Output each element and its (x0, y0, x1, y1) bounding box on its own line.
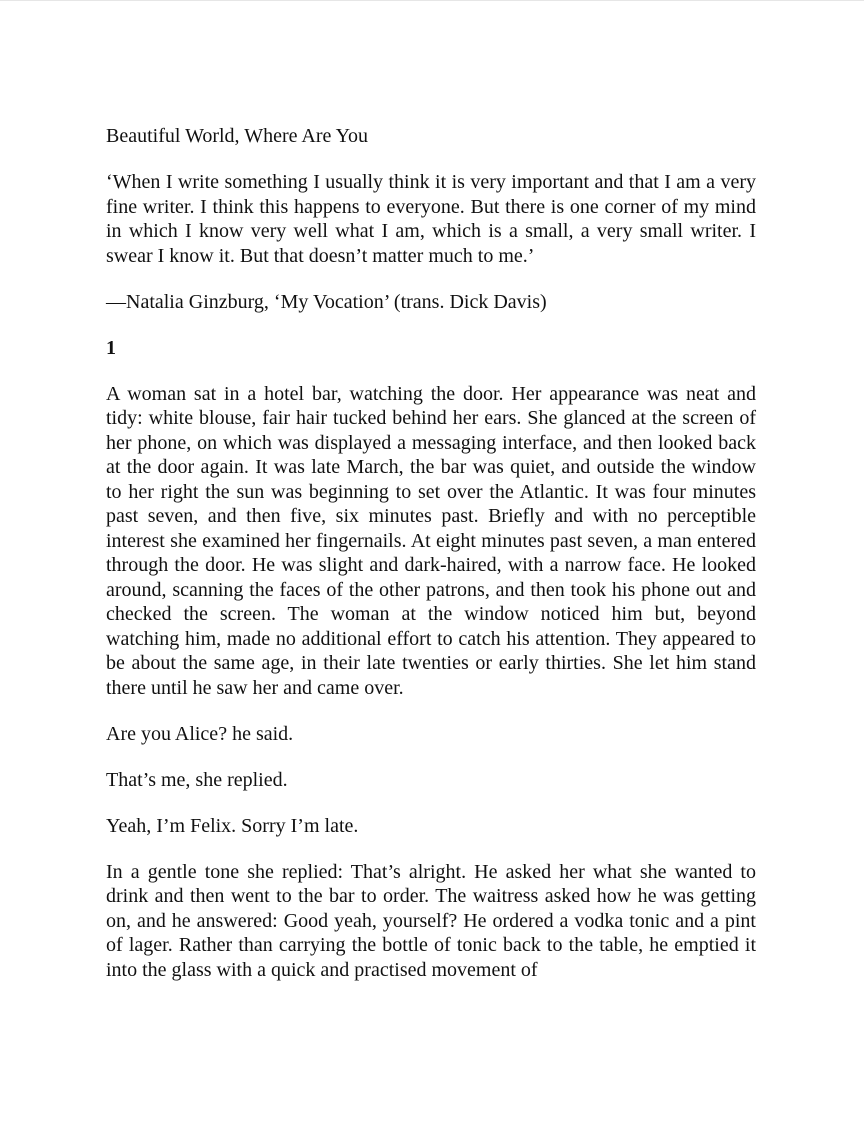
paragraph-dialogue-felix-intro: Yeah, I’m Felix. Sorry I’m late. (106, 814, 359, 837)
paragraph-opening: A woman sat in a hotel bar, watching the door. Her appearance was neat and tidy: white blouse, fair hair tucked behind her ears. She glanced at the screen of her phone, on which was displayed a messaging interface, and then looked back at the door again. It was late March, the bar was quiet, and outside the window to her right the sun was beginning to set over the Atlantic. It was four minutes past seven, and then five, six minutes past. Briefly and with no perceptible interest she examined her fingernails. At eight minutes past seven, a man entered through the door. He was slight and dark-haired, with a narrow face. He looked around, scanning the faces of the other patrons, and then took his phone out and checked the screen. The woman at the window noticed him but, beyond watching him, made no additional effort to catch his attention. They appeared to be about the same age, in their late twenties or early thirties. She let him stand there until he saw her and came over. (106, 382, 756, 699)
epigraph: ‘When I write something I usually think it is very important and that I am a very fine writer. I think this happens to everyone. But there is one corner of my mind in which I know very well what I am, which is a small, a very small writer. I swear I know it. But that doesn’t matter much to me.’ (106, 171, 756, 267)
chapter-number: 1 (106, 336, 116, 359)
epigraph-attribution: —Natalia Ginzburg, ‘My Vocation’ (trans. Dick Davis) (106, 290, 547, 313)
document-body (106, 124, 756, 1004)
paragraph-dialogue-felix-question: Are you Alice? he said. (106, 722, 294, 745)
book-title: Beautiful World, Where Are You (106, 125, 369, 147)
paragraph-bar-order: In a gentle tone she replied: That’s alright. He asked her what she wanted to drink and then went to the bar to order. The waitress asked how he was getting on, and he answered: Good yeah, yourself? He ordered a vodka tonic and a pint of lager. Rather than carrying the bottle of tonic back to the table, he emptied it into the glass with a quick and practised movement of (106, 860, 756, 981)
paragraph-dialogue-alice-reply: That’s me, she replied. (106, 768, 288, 791)
